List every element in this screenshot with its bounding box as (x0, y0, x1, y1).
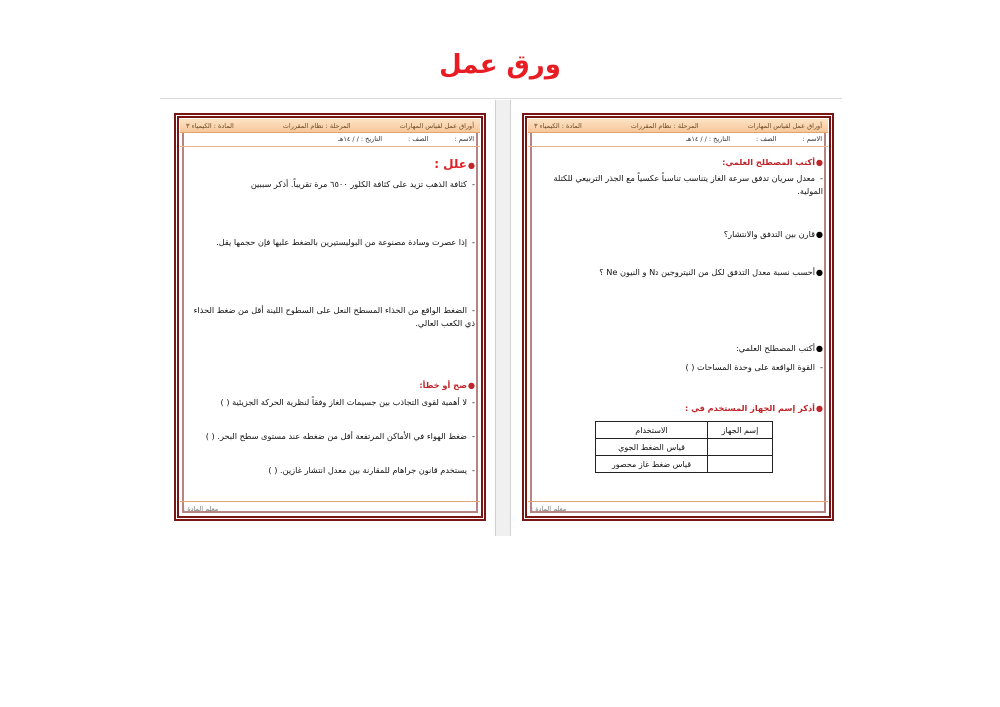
stage-label: المرحلة : نظام المقررات (630, 121, 699, 130)
table-header: إسم الجهاز (708, 422, 773, 439)
worksheet-page-left (174, 113, 486, 521)
section-title: ●علل : (434, 157, 475, 171)
section-title: ●أكتب المصطلح العلمي: (722, 157, 823, 167)
table-header: الاستخدام (596, 422, 708, 439)
footer-label: معلم المادة : (183, 505, 219, 513)
question-item: -الضغط الواقع من الحذاء المسطح النعل على السطوح اللينة أقل من ضغط الحذاء ذي الكعب العالي. (193, 305, 475, 328)
class-label: الصف : (756, 135, 777, 143)
page-title: ورق عمل (439, 50, 561, 80)
question-item: -معدل سريان تدفق سرعة الغاز يتناسب تناسباً عكسياً مع الجذر التربيعي للكتلة المولية. (553, 173, 823, 196)
question-item: -كثافة الذهب تزيد على كثافة الكلور ٦٥٠٠ مرة تقريباً. أذكر سببين (250, 179, 475, 189)
table-cell: قياس الضغط الجوي (596, 439, 708, 456)
page-gutter (495, 100, 511, 536)
table-row (596, 439, 773, 456)
sheet-header (180, 119, 480, 133)
student-info-row (180, 135, 480, 145)
true-false-item: -يستخدم قانون جراهام للمقارنة بين معدل انتشار غازين. ( ) (268, 465, 475, 475)
name-label: الاسم : (454, 135, 474, 143)
subject-label: المادة : الكيمياء ٣ (186, 121, 234, 130)
section-title: ●أكتب المصطلح العلمي: (736, 343, 823, 353)
question-item: -القوة الواقعة على وحدة المساحات ( ) (685, 362, 823, 372)
table-cell: قياس ضغط غاز محصور (596, 456, 708, 473)
footer-label: معلم المادة : (531, 505, 567, 513)
stage-label: المرحلة : نظام المقررات (282, 121, 351, 130)
subject-label: المادة : الكيمياء ٣ (534, 121, 582, 130)
question-item: -إذا عصرت وسادة مصنوعة من البوليستيرين بالضغط عليها فإن حجمها يقل. (216, 237, 475, 247)
name-label: الاسم : (802, 135, 822, 143)
devices-table (595, 421, 773, 473)
section-title: ●أذكر إسم الجهاز المستخدم في : (685, 403, 823, 413)
date-label: التاريخ : / / ١٤هـ (685, 135, 731, 143)
date-label: التاريخ : / / ١٤هـ (337, 135, 383, 143)
worksheet-label: أوراق عمل لقياس المهارات (747, 121, 822, 130)
sheet-header (528, 119, 828, 133)
table-row (596, 456, 773, 473)
student-info-row (528, 135, 828, 145)
section-title: ●صح أو خطأ: (419, 380, 475, 390)
true-false-item: -ضغط الهواء في الأماكن المرتفعة أقل من ضغطه عند مستوى سطح البحر. ( ) (205, 431, 475, 441)
question-item: ●قارن بين التدفق والانتشار؟ (723, 229, 823, 239)
question-item: ●أحسب نسبة معدل التدفق لكل من النيتروجين N₂ و النيون Ne ؟ (599, 267, 823, 277)
top-divider (160, 98, 842, 99)
worksheet-label: أوراق عمل لقياس المهارات (399, 121, 474, 130)
worksheet-page-right (522, 113, 834, 521)
true-false-item: -لا أهمية لقوى التجاذب بين جسيمات الغاز وفقاً لنظرية الحركة الجزيئية ( ) (220, 397, 475, 407)
class-label: الصف : (408, 135, 429, 143)
